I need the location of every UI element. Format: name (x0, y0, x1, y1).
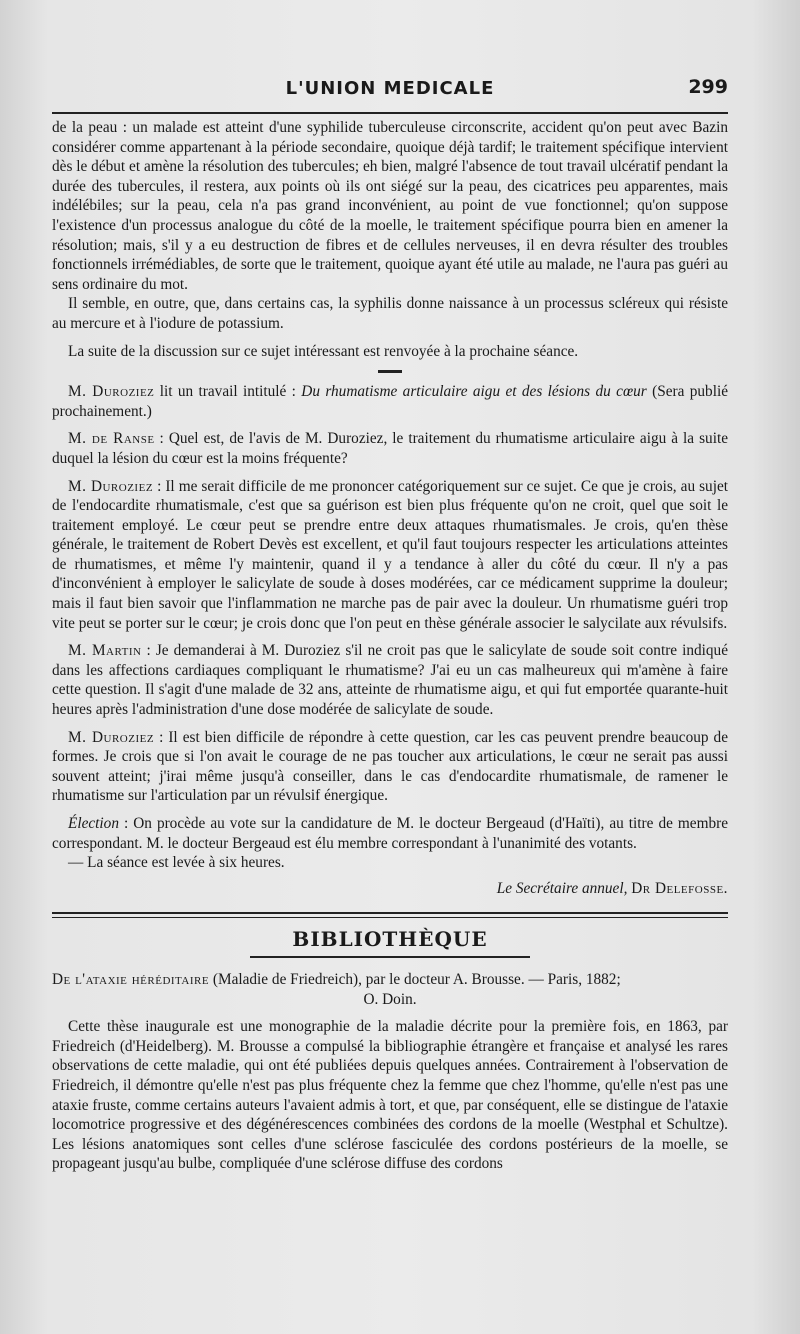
running-title: L'UNION MEDICALE (285, 78, 495, 99)
signature-role: Le Secrétaire annuel, (496, 879, 628, 897)
exchange-paragraph (52, 728, 728, 806)
header-rule (52, 112, 728, 114)
speaker-name: M. de Ranse (68, 430, 155, 448)
review-paragraph: Cette thèse inaugurale est une monographie de la maladie décrite pour la première fois, en 1863, par Friedreich (d'Heidelberg). M. Brousse a compulsé la bibliographie étrangère et française et analysé les rares observations de cette maladie, qui ont été publiées depuis quelques années. Contrairement à l'observation de Friedreich, il démontre qu'elle n'est pas plus fréquente chez la femme que chez l'homme, qu'elle n'est pas une ataxie fruste, comme certains auteurs l'avaient admis à tort, et que, par conséquent, elle se distingue de l'ataxie locomotrice progressive et des dégénérescences combinées des cordons de la moelle (Westphal et Schultze). Les lésions anatomiques sont celles d'une sclérose fasciculée des cordons postérieurs de la moelle, se propageant jusqu'au bulbe, compliquée d'une sclérose diffuse des cordons (52, 1018, 728, 1173)
paragraph-sclerosis-note: Il semble, en outre, que, dans certains cas, la syphilis donne naissance à un processus scléreux qui résiste au mercure et à l'iodure de potassium. (52, 295, 728, 332)
speaker-name: M. Duroziez (68, 477, 154, 495)
exchange-text: : Il est bien difficile de répondre à cette question, car les cas peuvent prendre beaucoup de formes. Je crois que si l'on avait le courage de ne pas toucher aux articulations, le cœur ne serait pas aussi souvent atteint; j'irai même jusqu'à conseiller, dans le cas d'endocardite rhumatismale, de ramener le rhumatisme sur l'articulation par un révulsif énergique. (52, 728, 728, 805)
note-text: lit un travail intitulé : (154, 383, 302, 401)
paragraph-syphilis-discussion: de la peau : un malade est atteint d'une syphilide tuberculeuse circonscrite, accident qu'on peut avec Bazin considérer comme appartenant à la période secondaire, quoique déjà tardif; le traitement spécifique intervient dès le début et amène la résolution des tubercules; eh bien, malgré l'absence de tout travail ulcératif pendant la durée des tubercules, il restera, aux points où ils ont siégé sur la peau, des cicatrices peu apparentes, mais indélébiles; sur la peau, cela n'a pas grand inconvénient, au point de vue fonctionnel; qu'on suppose l'existence d'un processus analogue du côté de la moelle, le traitement spécifique pourra bien en amener la résolution; mais, s'il y a eu destruction de fibres et de cellules nerveuses, il en devra résulter des troubles fonctionnels irrémédiables, de sorte que le traitement, quoique ayant été utile au malade, ne l'aura pas guéri au sens ordinaire du mot. (52, 119, 728, 293)
exchange-text: : Il me serait difficile de me prononcer catégoriquement sur ce sujet. Ce que je crois, au sujet de l'endocardite rhumatismale, c'est que sa guérison est bien plus fréquente qu'on ne croit, quel que soit le traitement employé. Le cœur peut se prendre entre deux attaques rhumatismales. Je crois, qu'en thèse générale, le traitement de Robert Devès est excellent, et qu'il faut toujours respecter les articulations atteintes de rhumatismes, et même l'y maintenir, quand il y a tendance à aller du côté du cœur. Il n'y a pas d'inconvénient à employer le salicylate de soude à doses modérées, car ce médicament supprime la douleur; mais il faut bien savoir que l'inflammation ne marche pas de pair avec la douleur. Un rhumatisme guéri trop vite peut se porter sur le cœur; je crois donc que l'on peut en thèse générale associer le salycilate aux révulsifs. (52, 477, 728, 632)
section-title-rule (250, 956, 530, 958)
speaker-name: M. Duroziez (68, 383, 155, 401)
book-details: (Maladie de Friedreich), par le docteur A. Brousse. — Paris, 1882; (209, 970, 621, 988)
page-number: 299 (688, 76, 728, 98)
book-title: De l'ataxie héréditaire (52, 970, 210, 988)
signature-name: Dr Delefosse. (631, 879, 728, 897)
exchange-paragraph (52, 641, 728, 719)
book-publisher: O. Doin. (363, 990, 417, 1008)
section-title: BIBLIOTHÈQUE (292, 927, 488, 952)
page-body (52, 118, 728, 1174)
double-rule (52, 912, 728, 918)
speaker-name: M. Martin (68, 642, 142, 660)
note-text: (Sera publié prochainement.) (52, 383, 728, 420)
election-label: Élection (68, 815, 119, 832)
section-divider (378, 370, 402, 373)
election-paragraph (52, 814, 728, 853)
paper-title: Du rhumatisme articulaire aigu et des lésions du cœur (301, 383, 647, 401)
exchange-paragraph (52, 477, 728, 634)
paragraph-adjourned: La suite de la discussion sur ce sujet intéressant est renvoyée à la prochaine séance. (68, 342, 579, 360)
exchange-text: : Quel est, de l'avis de M. Duroziez, le traitement du rhumatisme articulaire aigu à la suite duquel la lésion du cœur est la moins fréquente? (52, 430, 728, 467)
book-reference (52, 970, 728, 990)
signature (52, 879, 728, 899)
exchange-text: : Je demanderai à M. Duroziez s'il ne croit pas que le salicylate de soude soit contre indiqué dans les affections cardiaques compliquant le rhumatisme? J'ai eu un cas malheureux qui m'amène à faire cette question. Il s'agit d'une malade de 32 ans, atteinte de rhumatisme aigu, et qui fut emportée quarante-huit heures après l'administration d'une dose modérée de salicylate de soude. (52, 642, 728, 719)
exchange-paragraph (52, 429, 728, 468)
paragraph-duroziez-paper (52, 382, 728, 421)
closing-line: — La séance est levée à six heures. (68, 854, 285, 872)
election-text: : On procède au vote sur la candidature de M. le docteur Bergeaud (d'Haïti), au titre de membre correspondant. M. le docteur Bergeaud est élu membre correspondant à l'unanimité des votants. (52, 815, 728, 852)
page-header (52, 74, 728, 104)
speaker-name: M. Duroziez (68, 728, 155, 746)
